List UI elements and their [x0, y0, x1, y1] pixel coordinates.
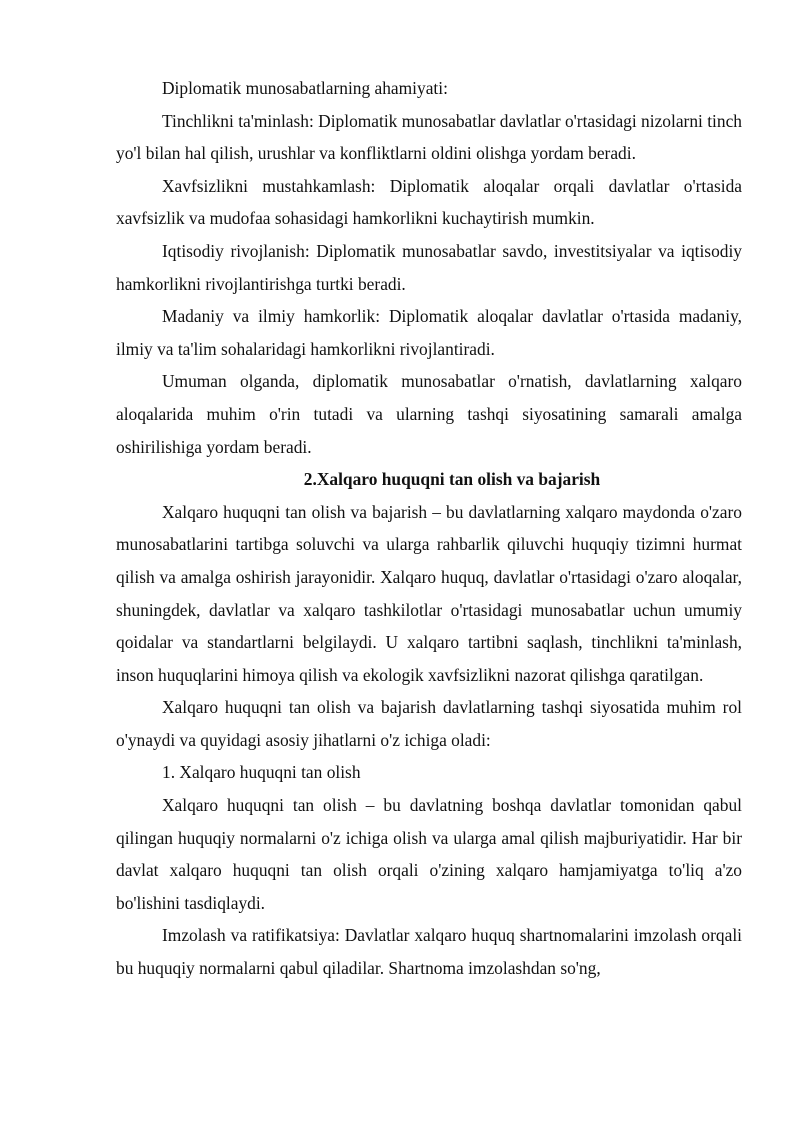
paragraph-peace: Tinchlikni ta'minlash: Diplomatik munosabatlar davlatlar o'rtasidagi nizolarni tinch yo'l bilan hal qilish, urushlar va konfliktlarni oldini olishga yordam beradi. — [116, 110, 742, 164]
paragraph-intl-law-role: Xalqaro huquqni tan olish va bajarish davlatlarning tashqi siyosatida muhim rol o'ynaydi va quyidagi asosiy jihatlarni o'z ichiga oladi: — [116, 697, 742, 750]
paragraph-recognition: Xalqaro huquqni tan olish – bu davlatning boshqa davlatlar tomonidan qabul qilingan huquqiy normalarni o'z ichiga olish va ularga amal qilish majburiyatidir. Har bir davlat xalqaro huquqni tan olish orqali o'zining xalqaro hamjamiyatga to'liq a'zo bo'lishini tasdiqlaydi. — [116, 795, 742, 913]
paragraph-conclusion: Umuman olganda, diplomatik munosabatlar o'rnatish, davlatlarning xalqaro aloqalarida muhim o'rin tutadi va ularning tashqi siyosatining samarali amalga oshirilishiga yordam beradi. — [116, 371, 742, 457]
paragraph-cultural: Madaniy va ilmiy hamkorlik: Diplomatik aloqalar davlatlar o'rtasida madaniy, ilmiy va ta'lim sohalaridagi hamkorlikni rivojlantiradi. — [116, 306, 742, 359]
paragraph-security: Xavfsizlikni mustahkamlash: Diplomatik aloqalar orqali davlatlar o'rtasida xavfsizlik va mudofaa sohasidagi hamkorlikni kuchaytirish mumkin. — [116, 175, 742, 229]
paragraph-importance-intro: Diplomatik munosabatlarning ahamiyati: — [162, 78, 448, 98]
paragraph-signing-ratification: Imzolash va ratifikatsiya: Davlatlar xalqaro huquq shartnomalarini imzolash orqali bu huquqiy normalarni qabul qiladilar. Shartnoma imzolashdan so'ng, — [116, 925, 742, 979]
paragraph-intl-law-definition: Xalqaro huquqni tan olish va bajarish – bu davlatlarning xalqaro maydonda o'zaro munosabatlarini tartibga soluvchi va ularga rahbarlik qiluvchi huquqiy tizimni hurmat qilish va amalga oshirish jarayonidir. Xalqaro huquq, davlatlar o'rtasidagi o'zaro aloqalar, shuningdek, davlatlar va xalqaro tashkilotlar o'rtasidagi munosabatlar uchun umumiy qoidalar va standartlarni belgilaydi. U xalqaro tartibni saqlash, tinchlikni ta'minlash, inson huquqlarini himoya qilish va ekologik xavfsizlikni nazorat qilishga qaratilgan. — [116, 501, 742, 685]
document-page — [116, 72, 742, 985]
paragraph-economic: Iqtisodiy rivojlanish: Diplomatik munosabatlar savdo, investitsiyalar va iqtisodiy hamkorlikni rivojlantirishga turtki beradi. — [116, 240, 742, 294]
paragraph-list-item-1: 1. Xalqaro huquqni tan olish — [162, 762, 361, 783]
section-heading: 2.Xalqaro huquqni tan olish va bajarish — [303, 469, 601, 490]
